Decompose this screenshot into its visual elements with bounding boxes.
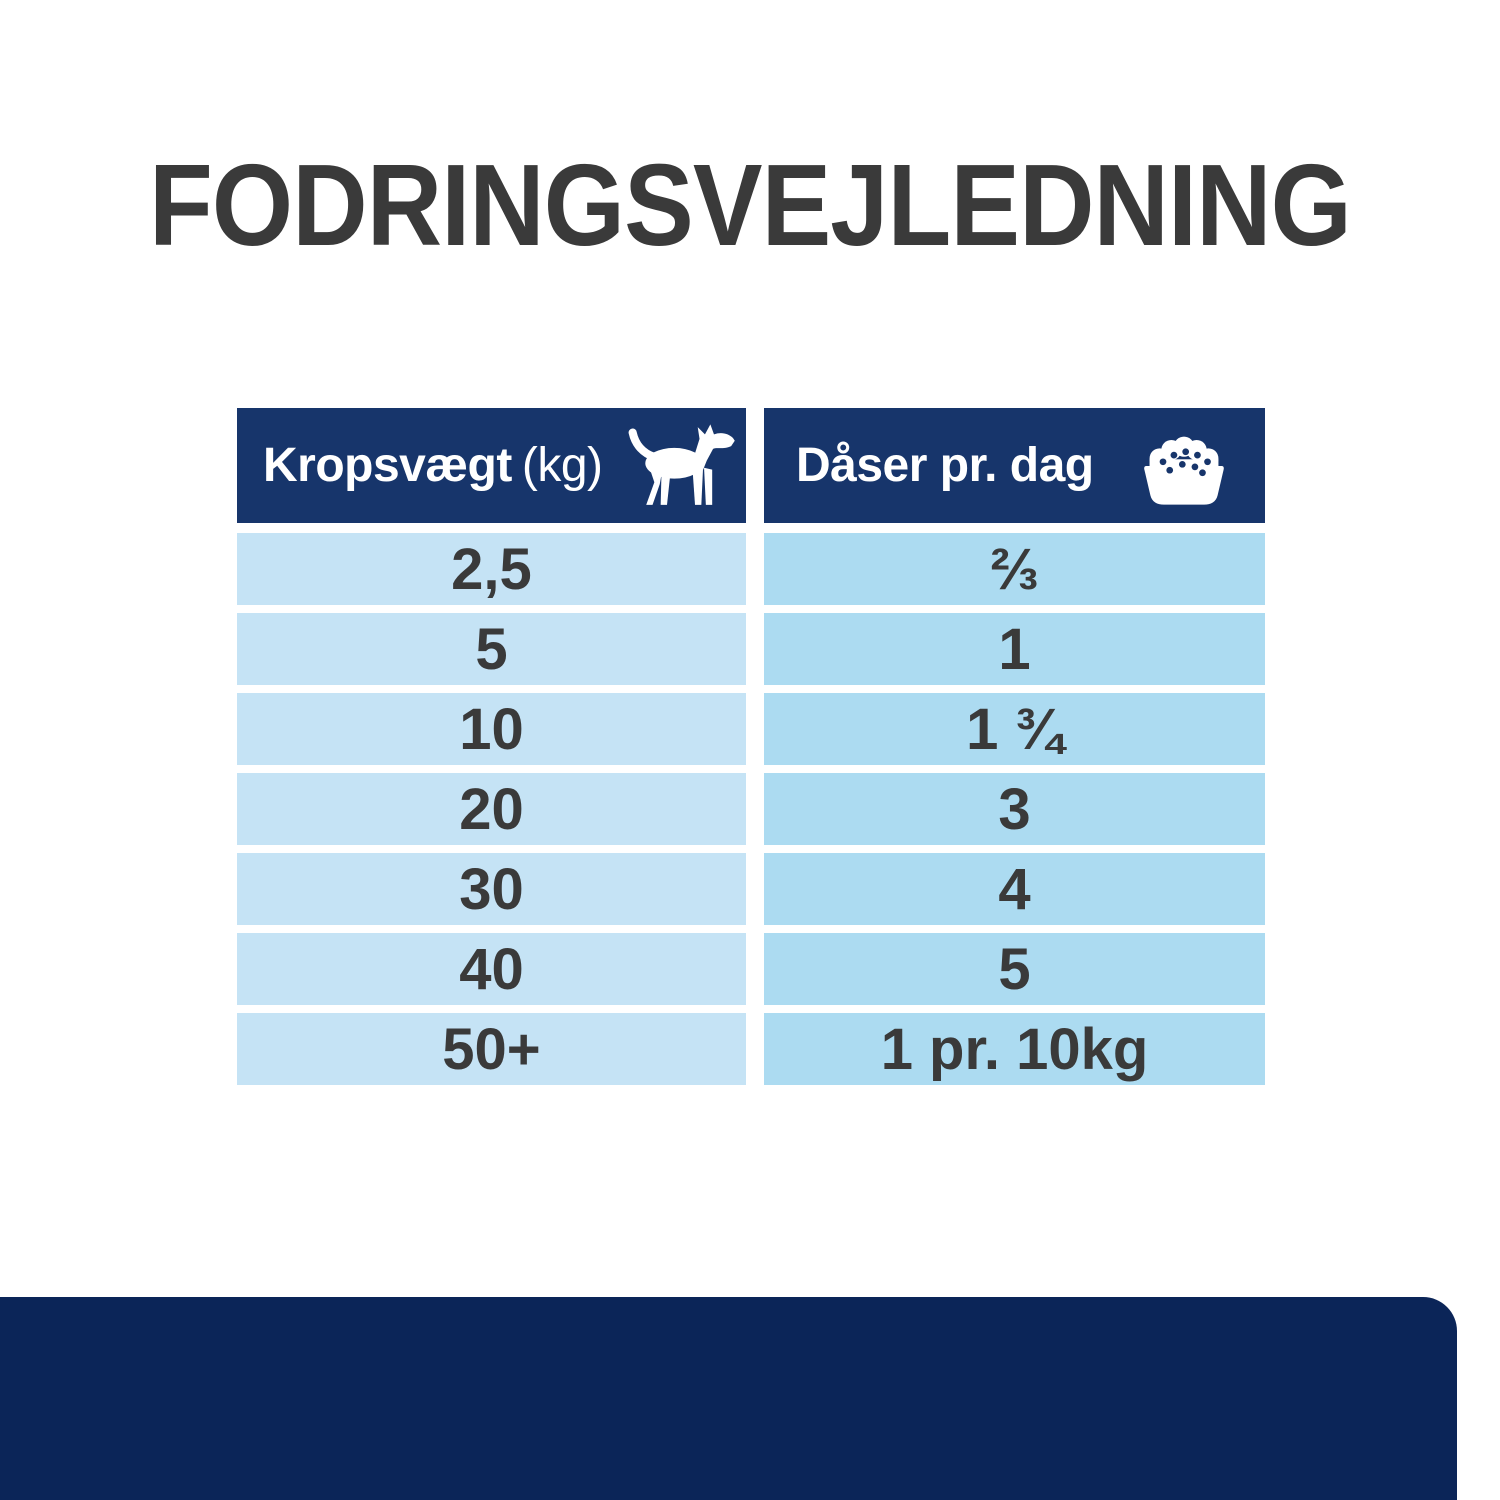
table-row (237, 693, 1265, 765)
table-row (237, 773, 1265, 845)
page-title: FODRINGSVEJLEDNING (149, 140, 1351, 270)
weight-cell: 10 (237, 693, 746, 765)
table-rows (237, 533, 1265, 1093)
weight-cell: 5 (237, 613, 746, 685)
weight-cell: 50+ (237, 1013, 746, 1085)
cans-cell: 1 pr. 10kg (764, 1013, 1265, 1085)
table-row (237, 933, 1265, 1005)
weight-cell: 40 (237, 933, 746, 1005)
table-row (237, 613, 1265, 685)
table-row (237, 1013, 1265, 1085)
weight-cell: 2,5 (237, 533, 746, 605)
weight-cell: 20 (237, 773, 746, 845)
table-row (237, 853, 1265, 925)
header-label-bodyweight-unit: (kg) (521, 439, 603, 492)
cans-cell: ⅔ (764, 533, 1265, 605)
header-label-bodyweight-bold: Kropsvægt (263, 439, 512, 492)
table-header-row (237, 408, 1265, 523)
header-label-cans-bold: Dåser pr. dag (796, 439, 1094, 492)
bottom-brand-band (0, 1297, 1457, 1500)
cans-cell: 4 (764, 853, 1265, 925)
table-row (237, 533, 1265, 605)
feeding-guide-table (237, 408, 1265, 1093)
header-cell-bodyweight (237, 408, 746, 523)
cans-cell: 1 ¾ (764, 693, 1265, 765)
cans-cell: 5 (764, 933, 1265, 1005)
food-bowl-icon (1136, 424, 1232, 508)
header-label-bodyweight (263, 438, 603, 493)
header-label-cans-per-day (796, 438, 1094, 493)
weight-cell: 30 (237, 853, 746, 925)
header-cell-cans-per-day (764, 408, 1265, 523)
cans-cell: 1 (764, 613, 1265, 685)
dog-icon (620, 418, 742, 514)
cans-cell: 3 (764, 773, 1265, 845)
